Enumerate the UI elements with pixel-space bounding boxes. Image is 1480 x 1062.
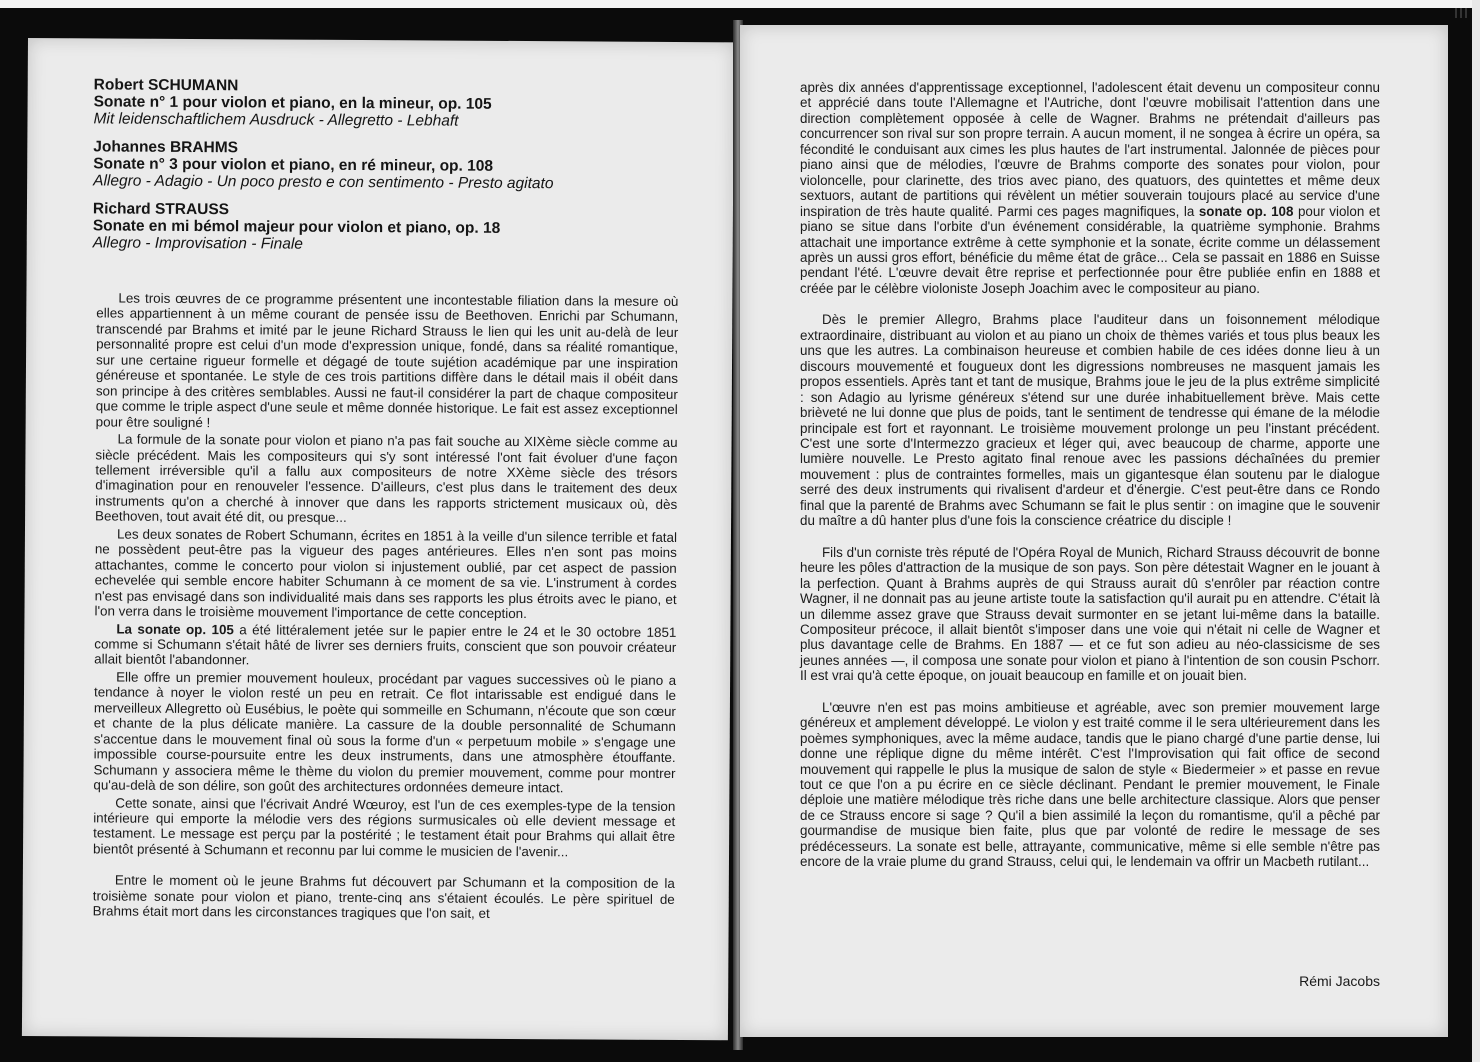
left-body-text [93, 290, 679, 922]
program-entry-brahms [93, 138, 693, 193]
author-signature: Rémi Jacobs [1299, 973, 1380, 989]
composer-name: Johannes BRAHMS [93, 138, 239, 157]
paragraph: Entre le moment où le jeune Brahms fut découvert par Schumann et la composition de la troisième sonate pour violon et piano, trente-cinq ans s'étaient écoulés. Le père spirituel de Brahms était mort dans les circonstances tragiques que l'on sait, et [92, 872, 675, 922]
paragraph: Les trois œuvres de ce programme présentent une incontestable filiation dans la mesure où elles appartiennent à un même courant de pensée issu de Beethoven. Enrichi par Schumann, transcendé par Brahms et imité par le jeune Richard Strauss le lien qui les unit au-delà de leur personnalité propre est celui d'un mode d'expression unique, fondé, dans sa réalité romantique, sur une certaine rigueur formelle et dégagé de toute sujétion académique par une inspiration généreuse et spontanée. Le style de ces trois partitions diffère dans le détail mais il obéit dans son principe à des critères semblables. Aussi ne faut-il considérer la part de chaque compositeur que comme le triple aspect d'une seule et même donnée historique. Le fait est assez exceptionnel pour être souligné ! [95, 290, 679, 430]
movements: Mit leidenschaftlichem Ausdruck - Allegretto - Lebhaft [93, 110, 459, 130]
program-entry-schumann [93, 76, 693, 131]
work-title: Sonate n° 1 pour violon et piano, en la mineur, op. 105 [93, 93, 492, 113]
paragraph: Fils d'un corniste très réputé de l'Opéra Royal de Munich, Richard Strauss découvrit de bonne heure les pôles d'attraction de la musique de son pays. Son père détestait Wagner en le jouant à la perfection. Quant à Brahms auprès de qui Strauss aurait dû s'enrôler par réaction contre Wagner, il ne donnait pas au jeune artiste toute la satisfaction qu'il aurait pu en attendre. C'était là un dilemme assez grave que Strauss devait surmonter en se jetant lui-même dans la bataille. Compositeur précoce, il allait bientôt s'imposer dans une voie qui n'était ni celle de Wagner et plus davantage celle de Brahms. En 1887 — et ce fut son adieu au néo-classicisme de ses jeunes années —, il composa une sonate pour violon et piano à l'intention de son cousin Pschorr. Il est vrai qu'à cette époque, on jouait beaucoup en famille et on jouait bien. [800, 544, 1380, 684]
paragraph: La sonate op. 105 a été littéralement jetée sur le papier entre le 24 et le 30 octobre 1851 comme si Schumann s'était hâté de livrer ses derniers fruits, conscient que son pouvoir créateur allait bientôt l'abandonner. [94, 621, 677, 668]
paragraph: Dès le premier Allegro, Brahms place l'auditeur dans un foisonnement mélodique extraordinaire, distribuant au violon et au piano un choix de thèmes variés et tous plus beaux les uns que les autres. La combinaison heureuse et combien habile de ces idées donne lieu à un discours mouvementé et fougueux dont les digressions nombreuses ne masquent jamais les propos essentiels. Après tant et tant de musique, Brahms joue le jeu de la plus extrême simplicité : son Adagio au lyrisme généreux s'étend sur une durée inhabituellement brève. Mais cette brièveté ne lui donne que plus de poids, tant le sentiment de tendresse qui émane de la mélodie principale est fort et rayonnant. Le troisième mouvement prolonge un peu l'instant précédent. C'est une sorte d'Intermezzo gracieux et léger qui, avec beaucoup de charme, apporte une lumière nouvelle. Le Presto agitato final renoue avec les passions déchaînées du premier mouvement : plus de contraintes formelles, mais un gigantesque élan soutenu par le dialogue serré des deux instruments qui rivalisent d'ardeur et d'énergie. C'est peut-être dans ce Rondo final que la parenté de Brahms avec Schumann se fait le plus sentir : on imagine que le souvenir du maître a dû hanter plus d'une fois la conscience créatrice du disciple ! [800, 312, 1380, 529]
right-body-text [800, 80, 1380, 870]
composer-name: Richard STRAUSS [92, 200, 230, 219]
paragraph: Les deux sonates de Robert Schumann, écrites en 1851 à la veille d'un silence terrible et fatal ne possèdent peut-être pas la vigueur des pages antérieures. Elles n'en sont pas moins attachantes, comme le concerto pour violon si injustement oublié, par cet aspect de passion echevelée qui semble encore habiter Schumann à ce moment de sa vie. L'instrument à cordes n'est pas envisagé dans son individualité mais dans ses rapports les plus étroits avec le piano, et l'on verra dans le troisième mouvement l'importance de cette conception. [94, 526, 678, 622]
work-title: Sonate en mi bémol majeur pour violon et piano, op. 18 [92, 217, 501, 237]
movements: Allegro - Improvisation - Finale [92, 234, 304, 253]
bold-lead: sonate op. 108 [1198, 203, 1294, 219]
program-listing [93, 76, 694, 266]
scan-border-right [1472, 0, 1480, 1062]
bold-lead: La sonate op. 105 [116, 621, 234, 637]
paragraph: Cette sonate, ainsi que l'écrivait André Wœuroy, est l'un de ces exemples-type de la tension intérieure qui emporte la mélodie vers des régions surmusicales où elle devient message et testament. Le message est perçu par la postérité ; le testament était pour Brahms qui allait être bientôt présenté à Schumann et reconnu par lui comme le musicien de l'avenir... [93, 795, 676, 860]
paragraph: après dix années d'apprentissage exceptionnel, l'adolescent était devenu un compositeur connu et apprécié dans toute l'Allemagne et l'Autriche, dont l'œuvre mobilisait l'attention dans une direction complètement opposée à celle de Wagner. Brahms ne prétendait d'ailleurs pas concurrencer son rival sur son propre terrain. A aucun moment, il ne songea à écrire un opéra, sa fécondité le conduisant aux cimes les plus hautes de l'art instrumental. Jalonnée de pièces pour piano ainsi que de mélodies, l'œuvre de Brahms comporte des sonates pour violon, pour violoncelle, pour clarinette, des trios avec piano, des quatuors, des quintettes et même deux sextuors, autant de partitions qui révèlent un métier souverain toujours placé au service d'une inspiration de très haute qualité. Parmi ces pages magnifiques, la sonate op. 108 pour violon et piano se situe dans l'orbite d'un événement considérable, la quatrième symphonie. Brahms attachait une importance extrême à cette symphonie et la sonate, écrite comme un délassement après un aussi gros effort, bénéficie du même état de grâce... Cela se passait en 1886 en Suisse pendant l'été. L'œuvre devait être reprise et perfectionnée pour être publiée enfin en 1888 et créée par le célèbre violoniste Joseph Joachim avec le compositeur au piano. [800, 80, 1380, 296]
movements: Allegro - Adagio - Un poco presto e con sentimento - Presto agitato [93, 172, 554, 193]
paragraph: L'œuvre n'en est pas moins ambitieuse et agréable, avec son premier mouvement large généreux et amplement développé. Le violon y est traité comme il le sera ultérieurement dans les poèmes symphoniques, avec la même audace, tandis que le piano chargé d'une partie dense, lui donne une réplique digne du même intérêt. C'est l'Improvisation qui fait office de second mouvement qui rappelle le plus la musique de salon de style « Biedermeier » et passe en revue tout ce que l'on a pu écrire en ce siècle déclinant. Pendant le premier mouvement, le Finale déploie une matière mélodique très riche dans une belle architecture classique. Alors que penser de ce Strauss encore si sage ? Qu'il a bien assimilé la leçon du romantisme, qu'il a pêché par gourmandise de musique bien faite, plus que par volonté de redire le message de ses prédécesseurs. La sonate est belle, attrayante, communicative, même si elle semble n'être pas encore de la vraie plume du grand Strauss, celui qui, le lendemain va offrir un Macbeth rutilant... [800, 699, 1380, 870]
scan-border-top [0, 0, 1480, 8]
program-entry-strauss [93, 200, 693, 255]
left-page [22, 38, 734, 1040]
paragraph: Elle offre un premier mouvement houleux, procédant par vagues successives où le piano a tendance à noyer le violon resté un peu en retrait. Ce flot intarissable est endigué dans le merveilleux Allegretto où Eusébius, le poète qui sommeille en Schumann, n'écoute que son cœur et chante de la plus délicate manière. La cassure de la double personnalité de Schumann s'accentue dans le mouvement final où sous la forme d'un « perpetuum mobile » s'engage une impossible course-poursuite entre les deux instruments, dans une atmosphère étouffante. Schumann y associera même le thème du violon du premier mouvement, comme pour montrer qu'au-delà de son délire, son goût des architectures ordonnées demeure intact. [93, 669, 677, 796]
paragraph: La formule de la sonate pour violon et piano n'a pas fait souche au XIXème siècle comme au siècle précédent. Mais les compositeurs qui s'y sont intéressé l'ont fait évoluer d'une façon tellement irréversible qu'il a fallu aux compositeurs de notre XXème siècle des trésors d'imagination pour en renouveler l'essence. D'ailleurs, c'est plus dans le traitement des deux instruments qu'on a cherché à innover que dans les rapports strictement musicaux où, dès Beethoven, tout avait été dit, ou presque... [95, 431, 678, 526]
right-page [740, 25, 1448, 1037]
composer-name: Robert SCHUMANN [93, 76, 239, 95]
scan-registration-marks [1455, 8, 1472, 18]
work-title: Sonate n° 3 pour violon et piano, en ré mineur, op. 108 [93, 155, 494, 175]
